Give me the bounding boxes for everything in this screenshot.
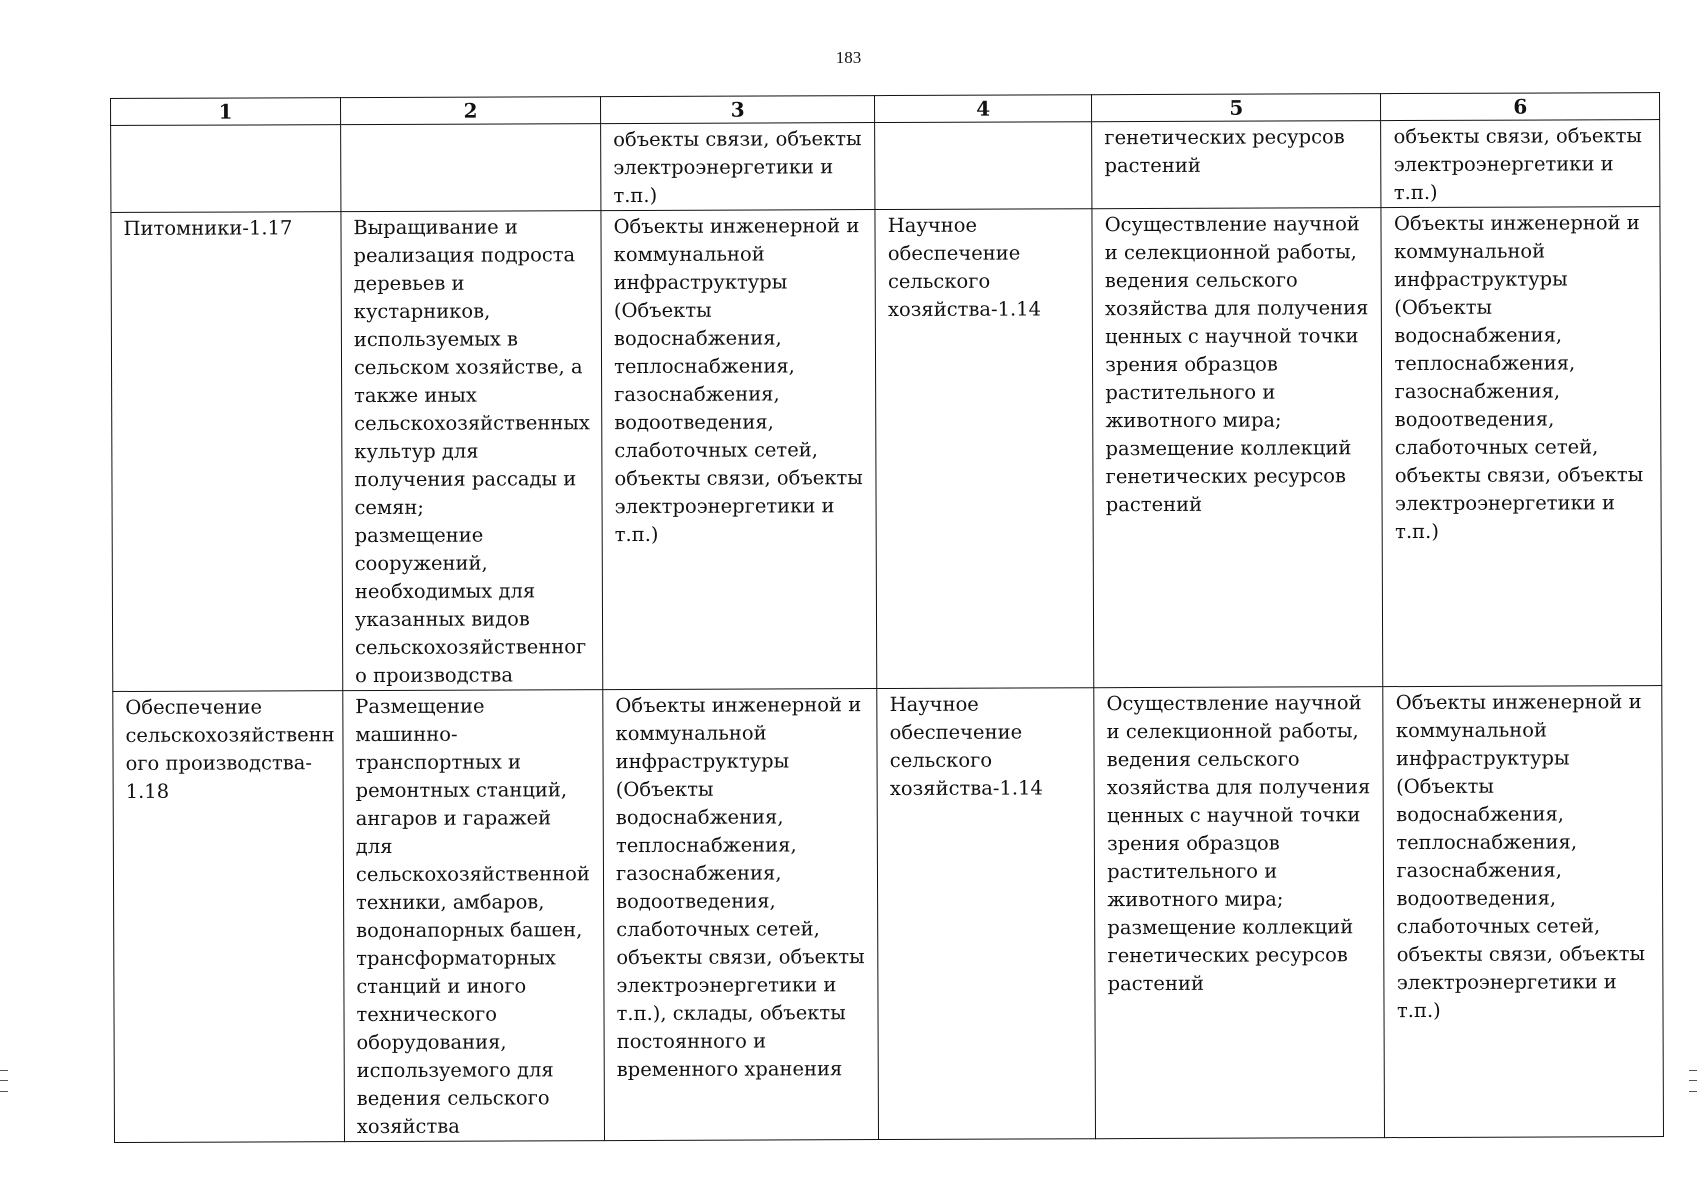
table-cell: Объекты инженерной и коммунальной инфраструктуры (Объекты водоснабжения, теплоснабжения, газоснабжения, водоотведения, слаботочных сетей, объекты связи, объекты электроэнергетики и т.п.) — [1383, 686, 1663, 1138]
table-row-nurseries — [111, 207, 1662, 692]
column-header-5: 5 — [1092, 94, 1381, 122]
table-cell — [111, 125, 341, 213]
table-row-continuation — [111, 120, 1660, 213]
table-cell: Осуществление научной и селекционной работы, ведения сельского хозяйства для получения ценных с научной точки зрения образцов растительного и животного мира; размещение коллекций генетических ресурсов растений — [1092, 208, 1383, 688]
table-cell — [341, 124, 601, 212]
table-cell — [875, 122, 1092, 210]
table-cell: Размещение машинно- транспортных и ремонтных станций, ангаров и гаражей для сельскохозяйственной техники, амбаров, водонапорных башен, трансформаторных станций и иного технического оборудования, используемого для ведения сельского хозяйства — [343, 690, 605, 1142]
table-cell: Выращивание и реализация подроста деревьев и кустарников, используемых в сельском хозяйстве, а также иных сельскохозяйственных культур для получения рассады и семян; размещение сооружений, необходимых для указанных видов сельскохозяйственног о производства — [341, 211, 603, 691]
table-cell: генетических ресурсов растений — [1092, 121, 1382, 209]
table-cell: объекты связи, объекты электроэнергетики и т.п.) — [1381, 120, 1660, 208]
table-cell: Научное обеспечение сельского хозяйства-1.14 — [875, 209, 1094, 689]
table-cell: Обеспечение сельскохозяйственн ого производства- 1.18 — [113, 691, 345, 1143]
land-use-table — [110, 92, 1664, 1143]
table-cell: Питомники-1.17 — [111, 212, 343, 692]
table-cell: объекты связи, объекты электроэнергетики и т.п.) — [601, 123, 876, 211]
table-row-agricultural-support — [113, 686, 1664, 1143]
table-cell: Объекты инженерной и коммунальной инфраструктуры (Объекты водоснабжения, теплоснабжения, газоснабжения, водоотведения, слаботочных сетей, объекты связи, объекты электроэнергетики и т.п.) — [601, 210, 877, 690]
table-cell: Научное обеспечение сельского хозяйства-1.14 — [877, 688, 1096, 1140]
scan-margin-mark — [0, 1070, 8, 1092]
page-number: 183 — [835, 48, 862, 67]
column-header-2: 2 — [340, 97, 600, 125]
column-header-4: 4 — [875, 95, 1092, 123]
table-cell: Объекты инженерной и коммунальной инфраструктуры (Объекты водоснабжения, теплоснабжения, газоснабжения, водоотведения, слаботочных сетей, объекты связи, объекты электроэнергетики и т.п.) — [1381, 207, 1661, 687]
scan-margin-mark — [1689, 1070, 1697, 1092]
table-cell: Объекты инженерной и коммунальной инфраструктуры (Объекты водоснабжения, теплоснабжения, газоснабжения, водоотведения, слаботочных сетей, объекты связи, объекты электроэнергетики и т.п.), склады, объекты постоянного и временного хранения — [603, 689, 879, 1141]
column-header-1: 1 — [111, 98, 341, 126]
column-header-6: 6 — [1381, 93, 1660, 121]
column-header-3: 3 — [601, 96, 875, 124]
table-cell: Осуществление научной и селекционной работы, ведения сельского хозяйства для получения ценных с научной точки зрения образцов растительного и животного мира; размещение коллекций генетических ресурсов растений — [1094, 687, 1385, 1139]
